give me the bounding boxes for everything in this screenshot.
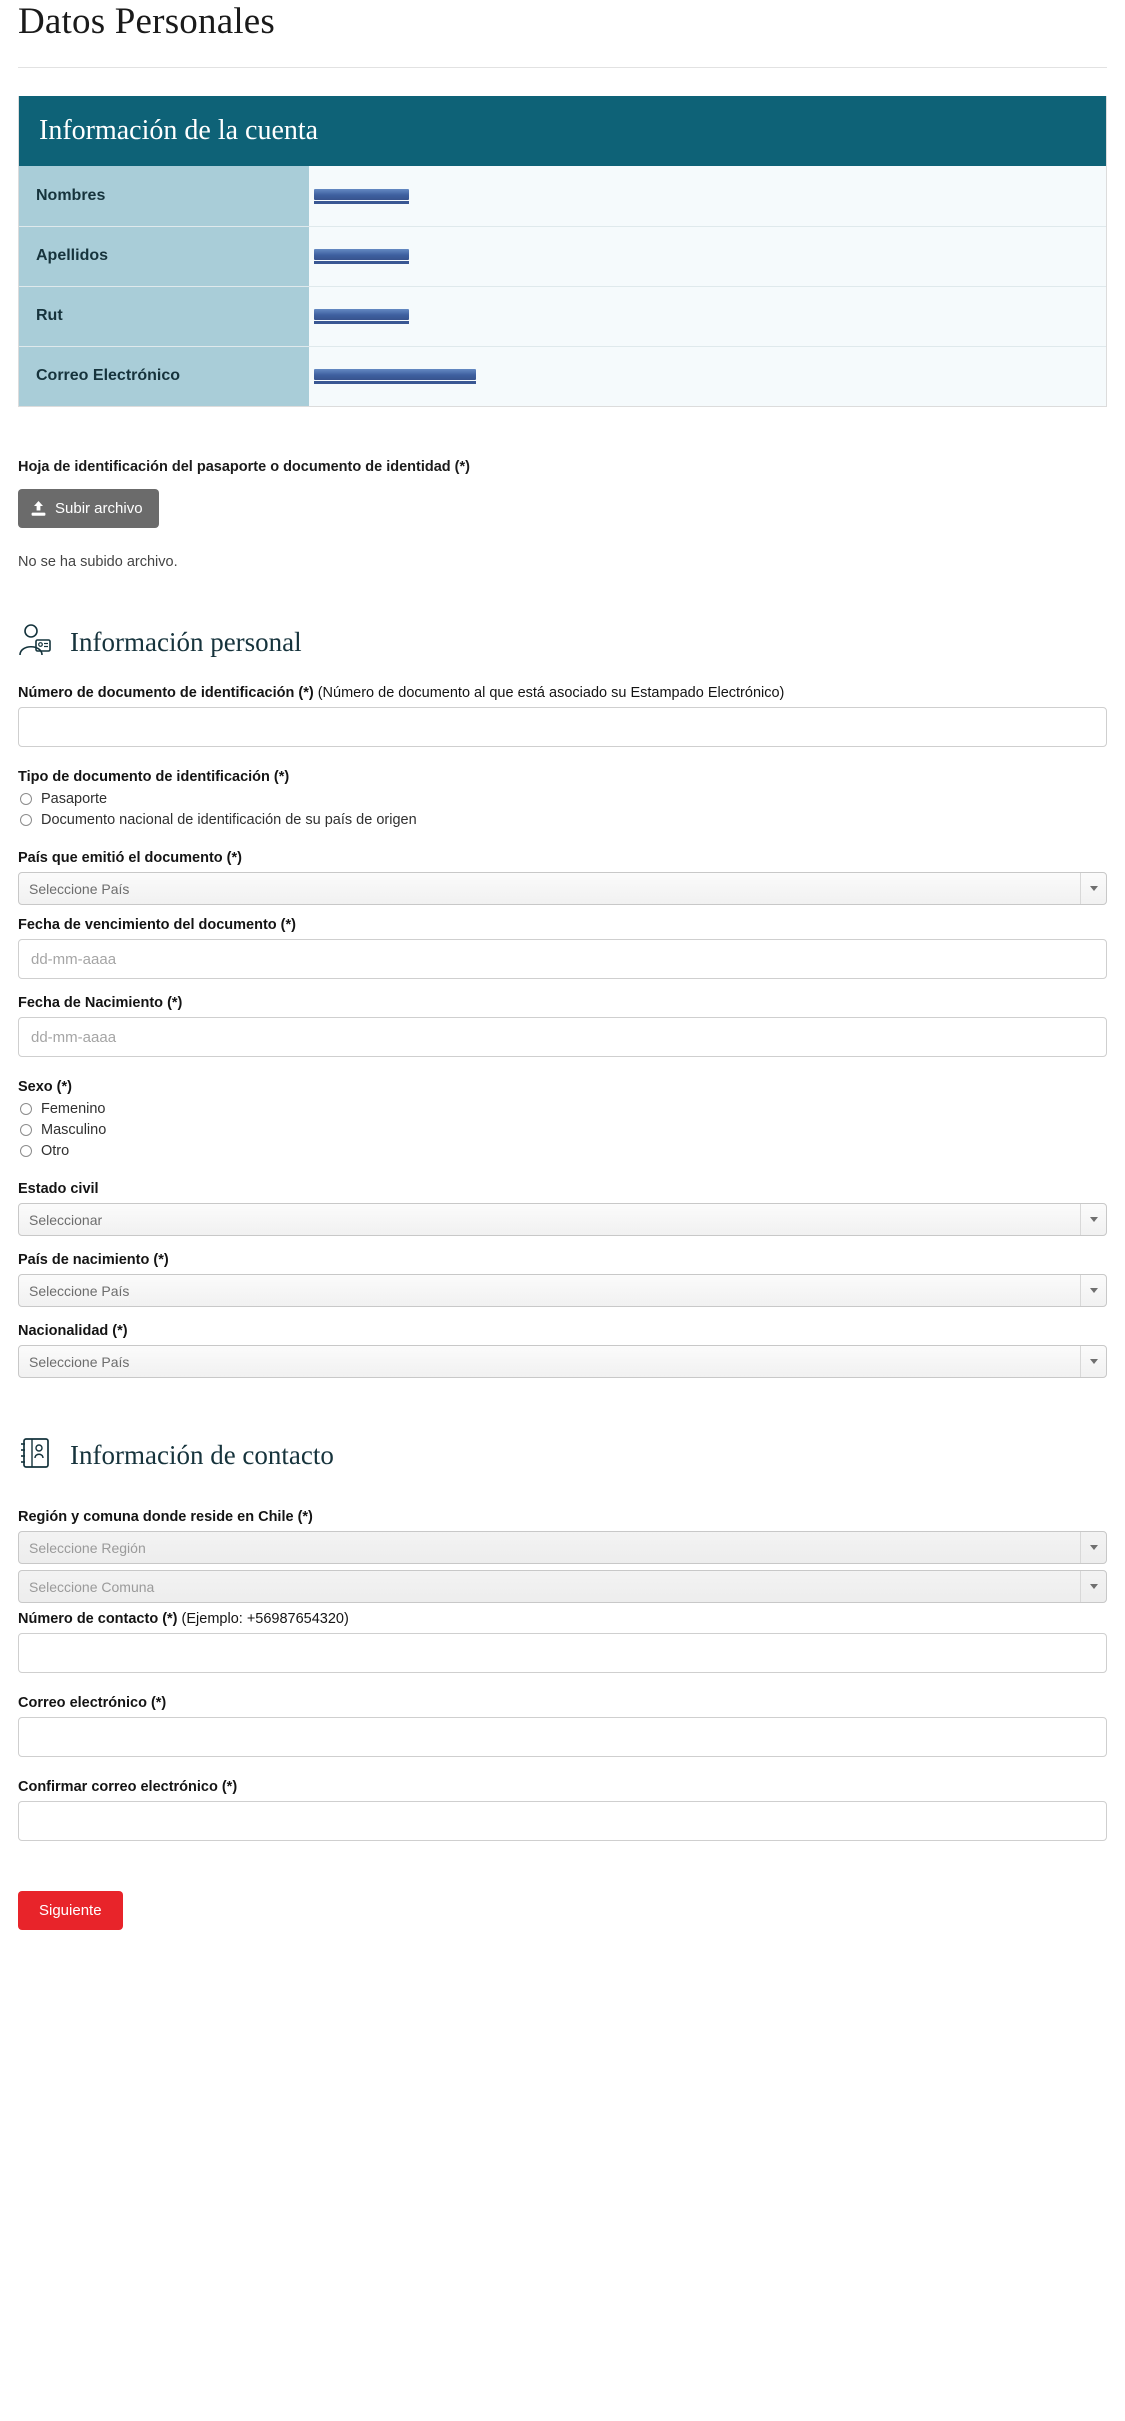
nationality-select[interactable] xyxy=(18,1345,1107,1378)
phone-label xyxy=(18,1611,1107,1627)
page-title: Datos Personales xyxy=(18,1,276,42)
title-divider xyxy=(18,67,1107,68)
upload-file-button[interactable] xyxy=(18,489,159,528)
email-confirm-group xyxy=(18,1779,1107,1841)
person-id-icon xyxy=(18,622,52,663)
redacted-value xyxy=(314,249,409,260)
upload-label: Hoja de identificación del pasaporte o documento de identidad (*) xyxy=(18,459,470,475)
radio-icon[interactable] xyxy=(20,1124,32,1136)
birth-country-select[interactable] xyxy=(18,1274,1107,1307)
chevron-down-icon[interactable] xyxy=(1080,873,1106,904)
nationality-group xyxy=(18,1323,1107,1378)
doc-number-group xyxy=(18,685,1107,747)
marital-status-label: Estado civil xyxy=(18,1181,99,1197)
email-label: Correo electrónico (*) xyxy=(18,1695,167,1711)
redacted-value xyxy=(314,369,476,380)
account-row-label: Apellidos xyxy=(19,226,309,286)
table-row xyxy=(19,286,1106,346)
contact-section-heading xyxy=(18,1436,1107,1475)
nationality-label: Nacionalidad (*) xyxy=(18,1323,128,1339)
account-row-value xyxy=(309,166,1106,226)
chevron-down-icon[interactable] xyxy=(1080,1532,1106,1563)
sex-label: Sexo (*) xyxy=(18,1079,72,1095)
issuing-country-value: Seleccione País xyxy=(29,880,130,897)
next-button[interactable]: Siguiente xyxy=(18,1891,123,1930)
sex-option-label: Otro xyxy=(41,1143,70,1159)
chevron-down-icon[interactable] xyxy=(1080,1571,1106,1602)
birth-date-label: Fecha de Nacimiento (*) xyxy=(18,995,183,1011)
nationality-value: Seleccione País xyxy=(29,1353,130,1370)
personal-section-heading xyxy=(18,622,1107,663)
account-row-label: Rut xyxy=(19,286,309,346)
sex-group xyxy=(18,1079,1107,1159)
table-row xyxy=(19,166,1106,226)
region-comuna-group xyxy=(18,1509,1107,1603)
upload-icon xyxy=(31,501,46,517)
region-value: Seleccione Región xyxy=(29,1539,146,1556)
upload-button-label: Subir archivo xyxy=(55,500,143,517)
doc-number-input[interactable] xyxy=(18,707,1107,747)
radio-icon[interactable] xyxy=(20,1103,32,1115)
account-row-label: Nombres xyxy=(19,166,309,226)
marital-status-select[interactable] xyxy=(18,1203,1107,1236)
birth-country-label: País de nacimiento (*) xyxy=(18,1252,169,1268)
doc-number-label xyxy=(18,685,1107,701)
email-input[interactable] xyxy=(18,1717,1107,1757)
phone-group xyxy=(18,1611,1107,1673)
doc-number-hint: (Número de documento al que está asociado su Estampado Electrónico) xyxy=(313,685,785,701)
sex-option-otro[interactable] xyxy=(20,1143,1107,1159)
account-row-value xyxy=(309,286,1106,346)
personal-section-title: Información personal xyxy=(70,627,302,657)
phone-hint: (Ejemplo: +56987654320) xyxy=(177,1611,349,1627)
expiry-date-input[interactable] xyxy=(18,939,1107,979)
doc-type-label: Tipo de documento de identificación (*) xyxy=(18,769,290,785)
contact-book-icon xyxy=(18,1436,52,1475)
region-select[interactable] xyxy=(18,1531,1107,1564)
chevron-down-icon[interactable] xyxy=(1080,1275,1106,1306)
sex-option-femenino[interactable] xyxy=(20,1101,1107,1117)
phone-label-text: Número de contacto (*) xyxy=(18,1611,178,1627)
account-row-label: Correo Electrónico xyxy=(19,346,309,406)
issuing-country-group xyxy=(18,850,1107,905)
doc-number-label-text: Número de documento de identificación (*) xyxy=(18,685,314,701)
table-row xyxy=(19,346,1106,406)
marital-status-value: Seleccionar xyxy=(29,1211,103,1228)
phone-input[interactable] xyxy=(18,1633,1107,1673)
sex-option-label: Masculino xyxy=(41,1122,107,1138)
email-confirm-input[interactable] xyxy=(18,1801,1107,1841)
chevron-down-icon[interactable] xyxy=(1080,1346,1106,1377)
table-row xyxy=(19,226,1106,286)
email-confirm-label: Confirmar correo electrónico (*) xyxy=(18,1779,238,1795)
issuing-country-label: País que emitió el documento (*) xyxy=(18,850,242,866)
account-row-value xyxy=(309,346,1106,406)
email-group xyxy=(18,1695,1107,1757)
marital-status-group xyxy=(18,1181,1107,1236)
redacted-value xyxy=(314,189,409,200)
birth-country-group xyxy=(18,1252,1107,1307)
expiry-date-group xyxy=(18,917,1107,979)
issuing-country-select[interactable] xyxy=(18,872,1107,905)
comuna-value: Seleccione Comuna xyxy=(29,1578,155,1595)
account-info-table xyxy=(19,166,1106,406)
upload-status-text: No se ha subido archivo. xyxy=(18,554,178,570)
doc-type-group xyxy=(18,769,1107,828)
account-info-header: Información de la cuenta xyxy=(19,96,1106,166)
radio-icon[interactable] xyxy=(20,1145,32,1157)
sex-option-label: Femenino xyxy=(41,1101,106,1117)
upload-button-row xyxy=(18,489,1107,528)
comuna-select[interactable] xyxy=(18,1570,1107,1603)
redacted-value xyxy=(314,309,409,320)
doc-type-option-pasaporte[interactable] xyxy=(20,791,1107,807)
birth-country-value: Seleccione País xyxy=(29,1282,130,1299)
expiry-date-label: Fecha de vencimiento del documento (*) xyxy=(18,917,296,933)
contact-section-title: Información de contacto xyxy=(70,1440,334,1470)
sex-option-masculino[interactable] xyxy=(20,1122,1107,1138)
chevron-down-icon[interactable] xyxy=(1080,1204,1106,1235)
doc-type-option-label: Documento nacional de identificación de su país de origen xyxy=(41,812,417,828)
radio-icon[interactable] xyxy=(20,814,32,826)
upload-section xyxy=(18,459,1107,570)
birth-date-group xyxy=(18,995,1107,1057)
region-comuna-label: Región y comuna donde reside en Chile (*) xyxy=(18,1509,313,1525)
doc-type-option-documento-nacional[interactable] xyxy=(20,812,1107,828)
doc-type-option-label: Pasaporte xyxy=(41,791,108,807)
account-info-card xyxy=(18,96,1107,407)
account-row-value xyxy=(309,226,1106,286)
radio-icon[interactable] xyxy=(20,793,32,805)
birth-date-input[interactable] xyxy=(18,1017,1107,1057)
